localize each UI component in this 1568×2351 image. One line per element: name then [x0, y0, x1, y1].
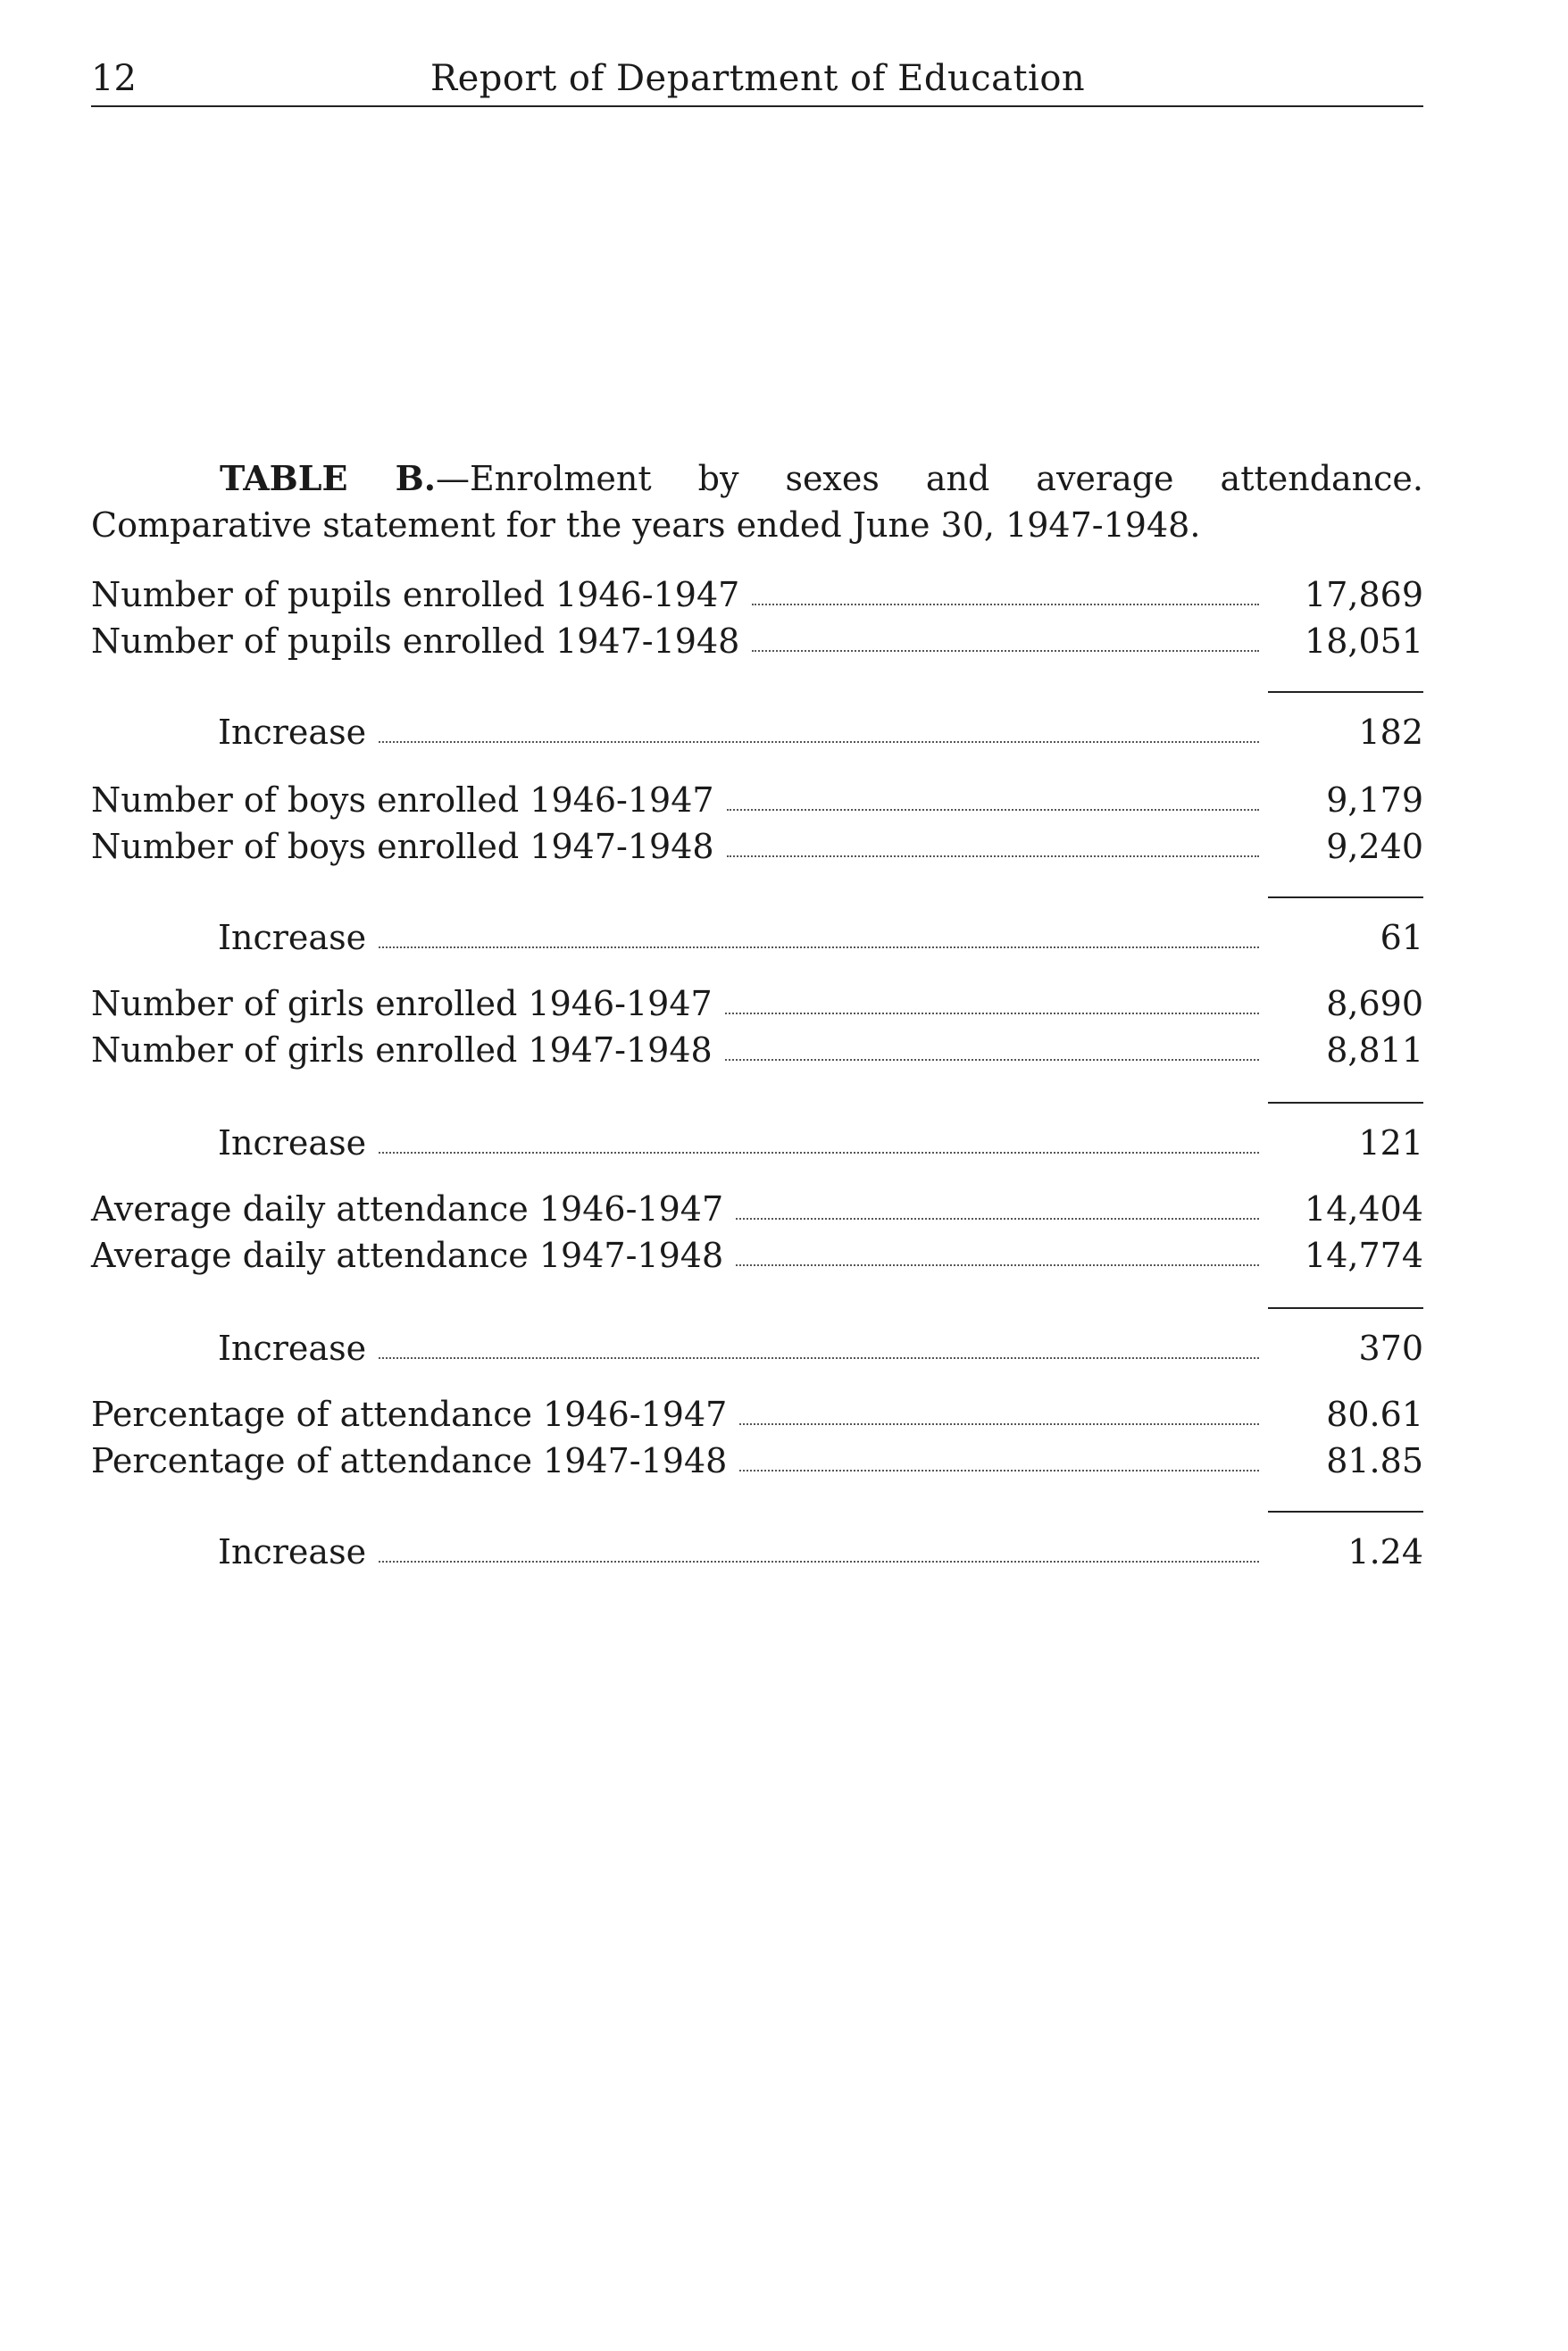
row-label: Number of pupils enrolled 1946-1947 — [91, 575, 740, 614]
attendance-row-1947-1948 — [91, 1232, 1423, 1279]
percentage-row-1947-1948 — [91, 1438, 1423, 1484]
girls-row-1947-1948 — [91, 1027, 1423, 1073]
attendance-row-1946-1947 — [91, 1186, 1423, 1232]
row-label: Percentage of attendance 1947-1948 — [91, 1441, 728, 1480]
boys-row-1947-1948 — [91, 823, 1423, 870]
dot-leader — [379, 1357, 1259, 1359]
row-value: 9,179 — [1326, 780, 1423, 820]
row-value: 17,869 — [1305, 575, 1423, 614]
header-rule — [91, 105, 1423, 107]
pupils-row-1946-1947 — [91, 571, 1423, 618]
dot-leader — [379, 1561, 1259, 1563]
dot-leader — [379, 946, 1259, 948]
row-label: Increase — [218, 713, 367, 752]
row-label: Number of pupils enrolled 1947-1948 — [91, 621, 740, 661]
girls-increase-row — [91, 1120, 1423, 1166]
dot-leader — [379, 741, 1259, 743]
dot-leader — [725, 1059, 1259, 1061]
row-label: Average daily attendance 1947-1948 — [91, 1236, 724, 1275]
row-label: Percentage of attendance 1946-1947 — [91, 1395, 728, 1434]
sum-rule — [1268, 691, 1423, 693]
table-caption-text: —Enrolment by sexes and average attendance. Comparative statement for the years ended June 30, 1947-1948. — [91, 459, 1424, 545]
dot-leader — [736, 1218, 1259, 1220]
row-value: 8,690 — [1326, 984, 1423, 1023]
page-number: 12 — [91, 58, 137, 99]
dot-leader — [739, 1470, 1259, 1471]
percentage-row-1946-1947 — [91, 1391, 1423, 1438]
row-label: Average daily attendance 1946-1947 — [91, 1189, 724, 1229]
row-label: Increase — [218, 1532, 367, 1572]
percentage-increase-row — [91, 1529, 1423, 1575]
row-value: 80.61 — [1326, 1395, 1423, 1434]
row-value: 370 — [1358, 1329, 1423, 1368]
row-label: Increase — [218, 1329, 367, 1368]
row-value: 182 — [1358, 713, 1423, 752]
dot-leader — [727, 855, 1259, 857]
boys-row-1946-1947 — [91, 777, 1423, 823]
row-value: 121 — [1358, 1123, 1423, 1163]
row-label: Increase — [218, 918, 367, 957]
dot-leader — [739, 1423, 1259, 1425]
dot-leader — [752, 604, 1259, 605]
sum-rule — [1268, 1511, 1423, 1513]
row-value: 61 — [1380, 918, 1423, 957]
pupils-row-1947-1948 — [91, 618, 1423, 664]
attendance-increase-row — [91, 1325, 1423, 1371]
row-label: Number of girls enrolled 1946-1947 — [91, 984, 713, 1023]
table-caption — [91, 455, 1423, 548]
girls-row-1946-1947 — [91, 980, 1423, 1027]
dot-leader — [736, 1264, 1259, 1266]
boys-increase-row — [91, 914, 1423, 961]
row-value: 1.24 — [1347, 1532, 1423, 1572]
row-label: Increase — [218, 1123, 367, 1163]
dot-leader — [725, 1013, 1259, 1014]
page-header — [91, 54, 1423, 104]
sum-rule — [1268, 1102, 1423, 1104]
row-value: 14,404 — [1305, 1189, 1423, 1229]
dot-leader — [752, 650, 1259, 652]
row-value: 81.85 — [1326, 1441, 1423, 1480]
row-label: Number of boys enrolled 1946-1947 — [91, 780, 714, 820]
row-value: 9,240 — [1326, 827, 1423, 866]
sum-rule — [1268, 1307, 1423, 1309]
running-title: Report of Department of Education — [430, 58, 1086, 99]
dot-leader — [727, 809, 1259, 811]
sum-rule — [1268, 896, 1423, 898]
row-label: Number of girls enrolled 1947-1948 — [91, 1030, 713, 1070]
pupils-increase-row — [91, 709, 1423, 755]
table-caption-label: TABLE B. — [220, 458, 436, 498]
row-value: 18,051 — [1305, 621, 1423, 661]
row-value: 8,811 — [1326, 1030, 1423, 1070]
dot-leader — [379, 1152, 1259, 1154]
row-label: Number of boys enrolled 1947-1948 — [91, 827, 714, 866]
row-value: 14,774 — [1305, 1236, 1423, 1275]
